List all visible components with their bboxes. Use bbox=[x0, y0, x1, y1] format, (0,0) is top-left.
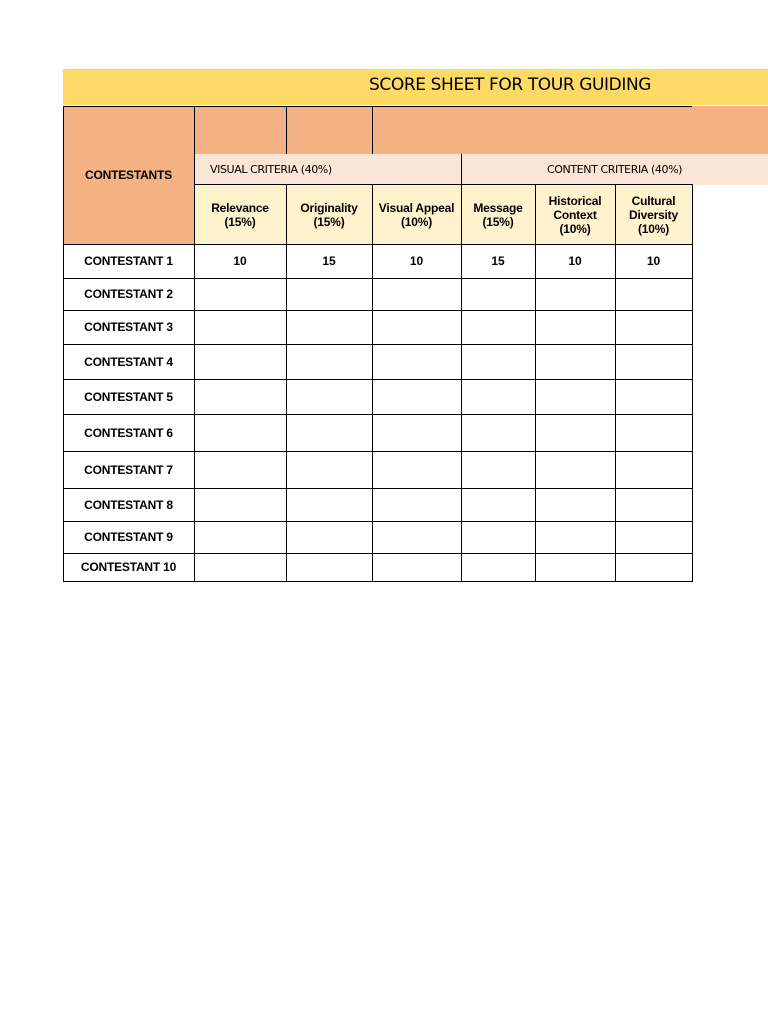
criterion-weight: (15%) bbox=[313, 214, 345, 229]
score-cell-relevance[interactable] bbox=[194, 488, 286, 521]
score-cell-visual-appeal[interactable] bbox=[372, 521, 461, 553]
grid-line bbox=[63, 344, 693, 345]
score-cell-originality[interactable] bbox=[286, 344, 372, 379]
grid-line bbox=[286, 106, 287, 154]
grid-line bbox=[63, 278, 693, 279]
score-cell-historical-context[interactable] bbox=[535, 451, 615, 488]
grid-line bbox=[372, 184, 373, 582]
criterion-name: Relevance bbox=[211, 200, 269, 215]
score-cell-relevance[interactable] bbox=[194, 414, 286, 451]
score-cell-visual-appeal[interactable] bbox=[372, 278, 461, 310]
score-cell-cultural-diversity[interactable] bbox=[615, 488, 692, 521]
contestant-label: CONTESTANT 1 bbox=[84, 254, 173, 268]
grid-line bbox=[63, 581, 693, 582]
score-cell-relevance[interactable] bbox=[194, 521, 286, 553]
grid-line bbox=[535, 184, 536, 582]
score-cell-relevance[interactable] bbox=[194, 310, 286, 344]
score-cell-relevance[interactable] bbox=[194, 553, 286, 581]
score-cell-cultural-diversity[interactable]: 10 bbox=[646, 254, 661, 268]
score-cell-cultural-diversity[interactable] bbox=[615, 344, 692, 379]
score-cell-cultural-diversity[interactable] bbox=[615, 451, 692, 488]
criterion-name: Visual Appeal bbox=[378, 200, 455, 215]
grid-line bbox=[63, 521, 693, 522]
grid-line bbox=[194, 184, 692, 185]
score-cell-originality[interactable] bbox=[286, 488, 372, 521]
grid-line bbox=[692, 184, 693, 582]
score-cell-originality[interactable] bbox=[286, 379, 372, 414]
score-cell-historical-context[interactable] bbox=[535, 310, 615, 344]
score-cell-message[interactable] bbox=[461, 553, 535, 581]
criterion-weight: (10%) bbox=[637, 221, 669, 236]
score-cell-originality[interactable]: 15 bbox=[322, 254, 336, 268]
score-cell-visual-appeal[interactable] bbox=[372, 344, 461, 379]
grid-line bbox=[63, 106, 64, 582]
score-cell-originality[interactable] bbox=[286, 278, 372, 310]
title-band bbox=[63, 69, 768, 105]
score-cell-message[interactable] bbox=[461, 278, 535, 310]
score-cell-historical-context[interactable] bbox=[535, 344, 615, 379]
contestant-label: CONTESTANT 8 bbox=[84, 497, 173, 512]
criterion-name: Cultural Diversity bbox=[629, 193, 678, 222]
score-cell-cultural-diversity[interactable] bbox=[615, 521, 692, 553]
grid-line bbox=[461, 154, 462, 185]
header-band-top bbox=[194, 106, 768, 154]
criterion-weight: (10%) bbox=[559, 221, 591, 236]
criterion-weight: (15%) bbox=[482, 214, 514, 229]
contestant-label: CONTESTANT 6 bbox=[84, 425, 173, 440]
score-cell-message[interactable] bbox=[461, 488, 535, 521]
contestant-label: CONTESTANT 10 bbox=[80, 560, 177, 574]
score-cell-historical-context[interactable] bbox=[535, 379, 615, 414]
score-cell-cultural-diversity[interactable] bbox=[615, 379, 692, 414]
criterion-name: Message bbox=[473, 200, 523, 215]
score-cell-historical-context[interactable] bbox=[535, 521, 615, 553]
contestant-label: CONTESTANT 7 bbox=[84, 462, 173, 477]
grid-line bbox=[63, 310, 693, 311]
score-cell-historical-context[interactable] bbox=[535, 278, 615, 310]
score-cell-visual-appeal[interactable] bbox=[372, 379, 461, 414]
contestant-label: CONTESTANT 5 bbox=[84, 389, 173, 404]
grid-line bbox=[194, 106, 195, 582]
score-cell-historical-context[interactable]: 10 bbox=[568, 254, 582, 268]
score-cell-historical-context[interactable] bbox=[535, 553, 615, 581]
grid-line bbox=[63, 488, 693, 489]
contestant-label: CONTESTANT 4 bbox=[84, 354, 173, 369]
criterion-visual-appeal bbox=[372, 185, 461, 244]
criterion-message bbox=[461, 185, 535, 244]
grid-line bbox=[372, 106, 373, 154]
score-cell-relevance[interactable] bbox=[194, 344, 286, 379]
grid-line bbox=[63, 553, 693, 554]
score-cell-message[interactable] bbox=[461, 310, 535, 344]
score-cell-originality[interactable] bbox=[286, 310, 372, 344]
score-cell-message[interactable] bbox=[461, 414, 535, 451]
grid-line bbox=[286, 184, 287, 582]
score-cell-cultural-diversity[interactable] bbox=[615, 414, 692, 451]
score-cell-cultural-diversity[interactable] bbox=[615, 278, 692, 310]
grid-line bbox=[63, 451, 693, 452]
criterion-historical-context bbox=[535, 185, 615, 244]
score-cell-relevance[interactable]: 10 bbox=[233, 254, 247, 268]
score-cell-visual-appeal[interactable]: 10 bbox=[409, 254, 424, 268]
criterion-relevance bbox=[194, 185, 286, 244]
contestant-label: CONTESTANT 2 bbox=[84, 287, 173, 301]
criterion-weight: (15%) bbox=[224, 214, 256, 229]
score-cell-message[interactable] bbox=[461, 344, 535, 379]
score-cell-originality[interactable] bbox=[286, 451, 372, 488]
content-criteria-header: CONTENT CRITERIA (40%) bbox=[461, 154, 768, 185]
score-cell-message[interactable] bbox=[461, 379, 535, 414]
grid-line bbox=[461, 184, 462, 582]
grid-line bbox=[63, 244, 693, 245]
score-cell-relevance[interactable] bbox=[194, 451, 286, 488]
sheet-title: SCORE SHEET FOR TOUR GUIDING bbox=[369, 75, 652, 95]
grid-line bbox=[63, 379, 693, 380]
grid-line bbox=[63, 414, 693, 415]
visual-criteria-header: VISUAL CRITERIA (40%) bbox=[194, 154, 461, 185]
score-cell-originality[interactable] bbox=[286, 521, 372, 553]
grid-line bbox=[615, 184, 616, 582]
grid-line bbox=[63, 106, 692, 107]
criterion-name: Historical Context bbox=[548, 193, 602, 222]
score-cell-historical-context[interactable] bbox=[535, 414, 615, 451]
score-cell-originality[interactable] bbox=[286, 553, 372, 581]
contestant-label: CONTESTANT 3 bbox=[84, 320, 173, 334]
score-cell-originality[interactable] bbox=[286, 414, 372, 451]
score-cell-cultural-diversity[interactable] bbox=[615, 553, 692, 581]
score-cell-cultural-diversity[interactable] bbox=[615, 310, 692, 344]
score-cell-message[interactable] bbox=[461, 521, 535, 553]
score-cell-visual-appeal[interactable] bbox=[372, 451, 461, 488]
criterion-name: Originality bbox=[300, 200, 358, 215]
score-cell-visual-appeal[interactable] bbox=[372, 310, 461, 344]
score-cell-visual-appeal[interactable] bbox=[372, 553, 461, 581]
criterion-cultural-diversity bbox=[615, 185, 692, 244]
criterion-originality bbox=[286, 185, 372, 244]
score-cell-relevance[interactable] bbox=[194, 379, 286, 414]
contestants-header: CONTESTANTS bbox=[63, 106, 194, 244]
score-cell-historical-context[interactable] bbox=[535, 488, 615, 521]
contestant-label: CONTESTANT 9 bbox=[84, 530, 173, 544]
score-cell-visual-appeal[interactable] bbox=[372, 414, 461, 451]
criterion-weight: (10%) bbox=[400, 214, 432, 229]
score-cell-message[interactable] bbox=[461, 451, 535, 488]
score-cell-relevance[interactable] bbox=[194, 278, 286, 310]
score-cell-message[interactable]: 15 bbox=[491, 254, 505, 268]
score-cell-visual-appeal[interactable] bbox=[372, 488, 461, 521]
